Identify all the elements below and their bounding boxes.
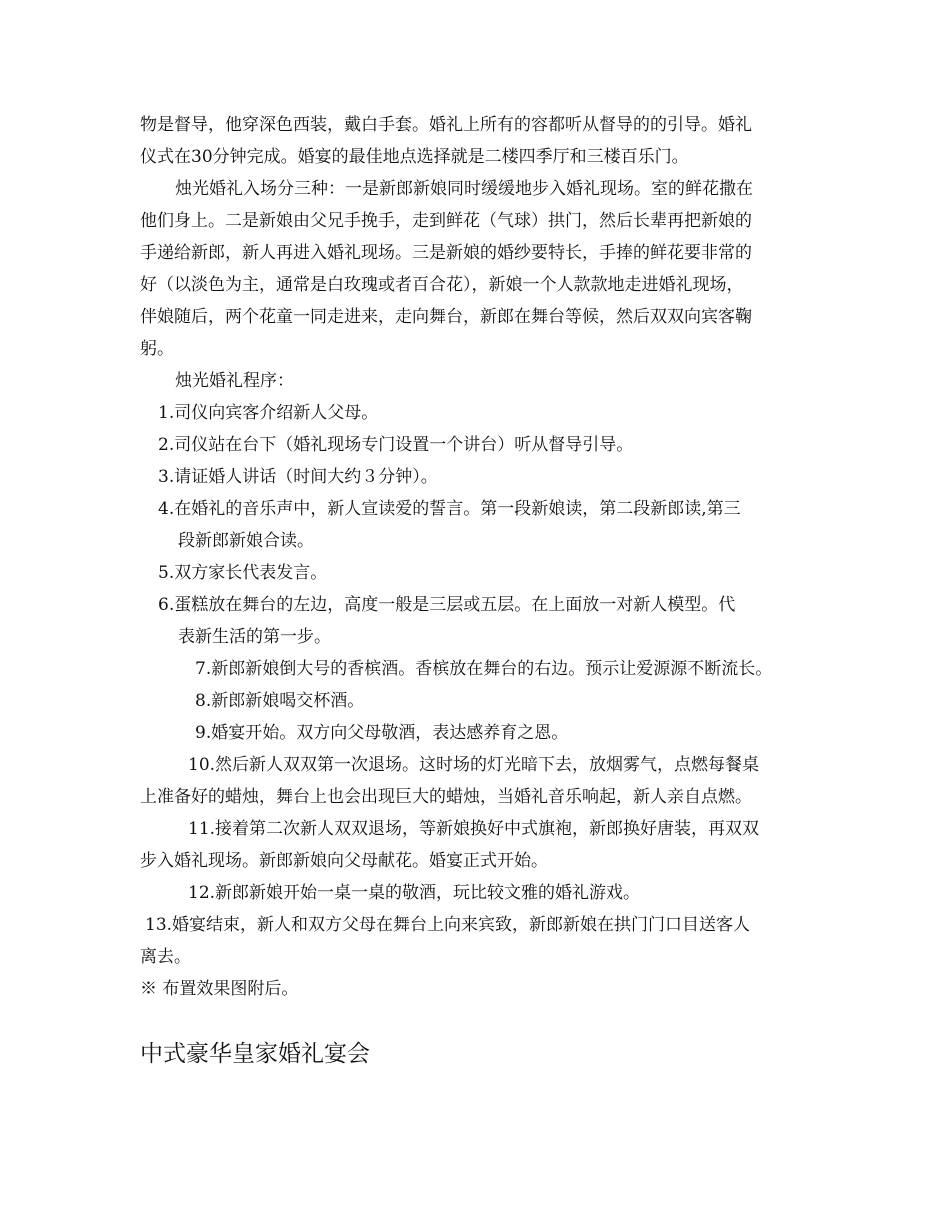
note-text: ※ 布置效果图附后。 [140, 979, 299, 999]
list-item-continuation: 表新生活的第一步。 [178, 627, 331, 647]
list-item: 10.然后新人双双第一次退场。这时场的灯光暗下去，放烟雾气，点燃每餐桌 [188, 755, 760, 775]
list-item: 3.请证婚人讲话（时间大约３分钟）。 [158, 467, 438, 487]
list-item: 2.司仪站在台下（婚礼现场专门设置一个讲台）听从督导引导。 [158, 435, 634, 455]
list-item: 9.婚宴开始。双方向父母敬酒，表达感养育之恩。 [195, 723, 569, 743]
list-item: 7.新郎新娘倒大号的香槟酒。香槟放在舞台的右边。预示让爱源源不断流长。 [195, 659, 773, 679]
paragraph-line: 仪式在30分钟完成。婚宴的最佳地点选择就是二楼四季厅和三楼百乐门。 [140, 147, 689, 167]
program-heading: 烛光婚礼程序： [175, 371, 294, 391]
paragraph-line: 物是督导，他穿深色西装，戴白手套。婚礼上所有的容都听从督导的的引导。婚礼 [140, 115, 752, 135]
paragraph-line: 躬。 [140, 339, 174, 359]
section-title: 中式豪华皇家婚礼宴会 [140, 1041, 370, 1067]
list-item-continuation: 步入婚礼现场。新郎新娘向父母献花。婚宴正式开始。 [140, 851, 548, 871]
list-item: 11.接着第二次新人双双退场，等新娘换好中式旗袍，新郎换好唐装，再双双 [188, 819, 760, 839]
list-item-continuation: 离去。 [140, 947, 191, 967]
list-item: 6.蛋糕放在舞台的左边，高度一般是三层或五层。在上面放一对新人模型。代 [158, 595, 736, 615]
list-item: 5.双方家长代表发言。 [158, 563, 328, 583]
paragraph-line: 烛光婚礼入场分三种：一是新郎新娘同时缓缓地步入婚礼现场。室的鲜花撒在 [175, 179, 753, 199]
list-item: 1.司仪向宾客介绍新人父母。 [158, 403, 379, 423]
list-item-continuation: 段新郎新娘合读。 [178, 531, 314, 551]
paragraph-line: 伴娘随后，两个花童一同走进来，走向舞台，新郎在舞台等候，然后双双向宾客鞠 [140, 307, 752, 327]
list-item: 12.新郎新娘开始一桌一桌的敬酒，玩比较文雅的婚礼游戏。 [188, 883, 641, 903]
list-item-continuation: 上准备好的蜡烛，舞台上也会出现巨大的蜡烛，当婚礼音乐响起，新人亲自点燃。 [140, 787, 752, 807]
paragraph-line: 他们身上。二是新娘由父兄手挽手，走到鲜花（气球）拱门，然后长辈再把新娘的 [140, 211, 752, 231]
paragraph-line: 好（以淡色为主，通常是白玫瑰或者百合花），新娘一个人款款地走进婚礼现场， [140, 275, 744, 295]
paragraph-line: 手递给新郎，新人再进入婚礼现场。三是新娘的婚纱要特长，手捧的鲜花要非常的 [140, 243, 752, 263]
list-item: 8.新郎新娘喝交杯酒。 [195, 691, 365, 711]
list-item: 4.在婚礼的音乐声中，新人宣读爱的誓言。第一段新娘读，第二段新郎读,第三 [158, 499, 741, 519]
list-item: 13.婚宴结束，新人和双方父母在舞台上向来宾致，新郎新娘在拱门门口目送客人 [145, 915, 751, 935]
